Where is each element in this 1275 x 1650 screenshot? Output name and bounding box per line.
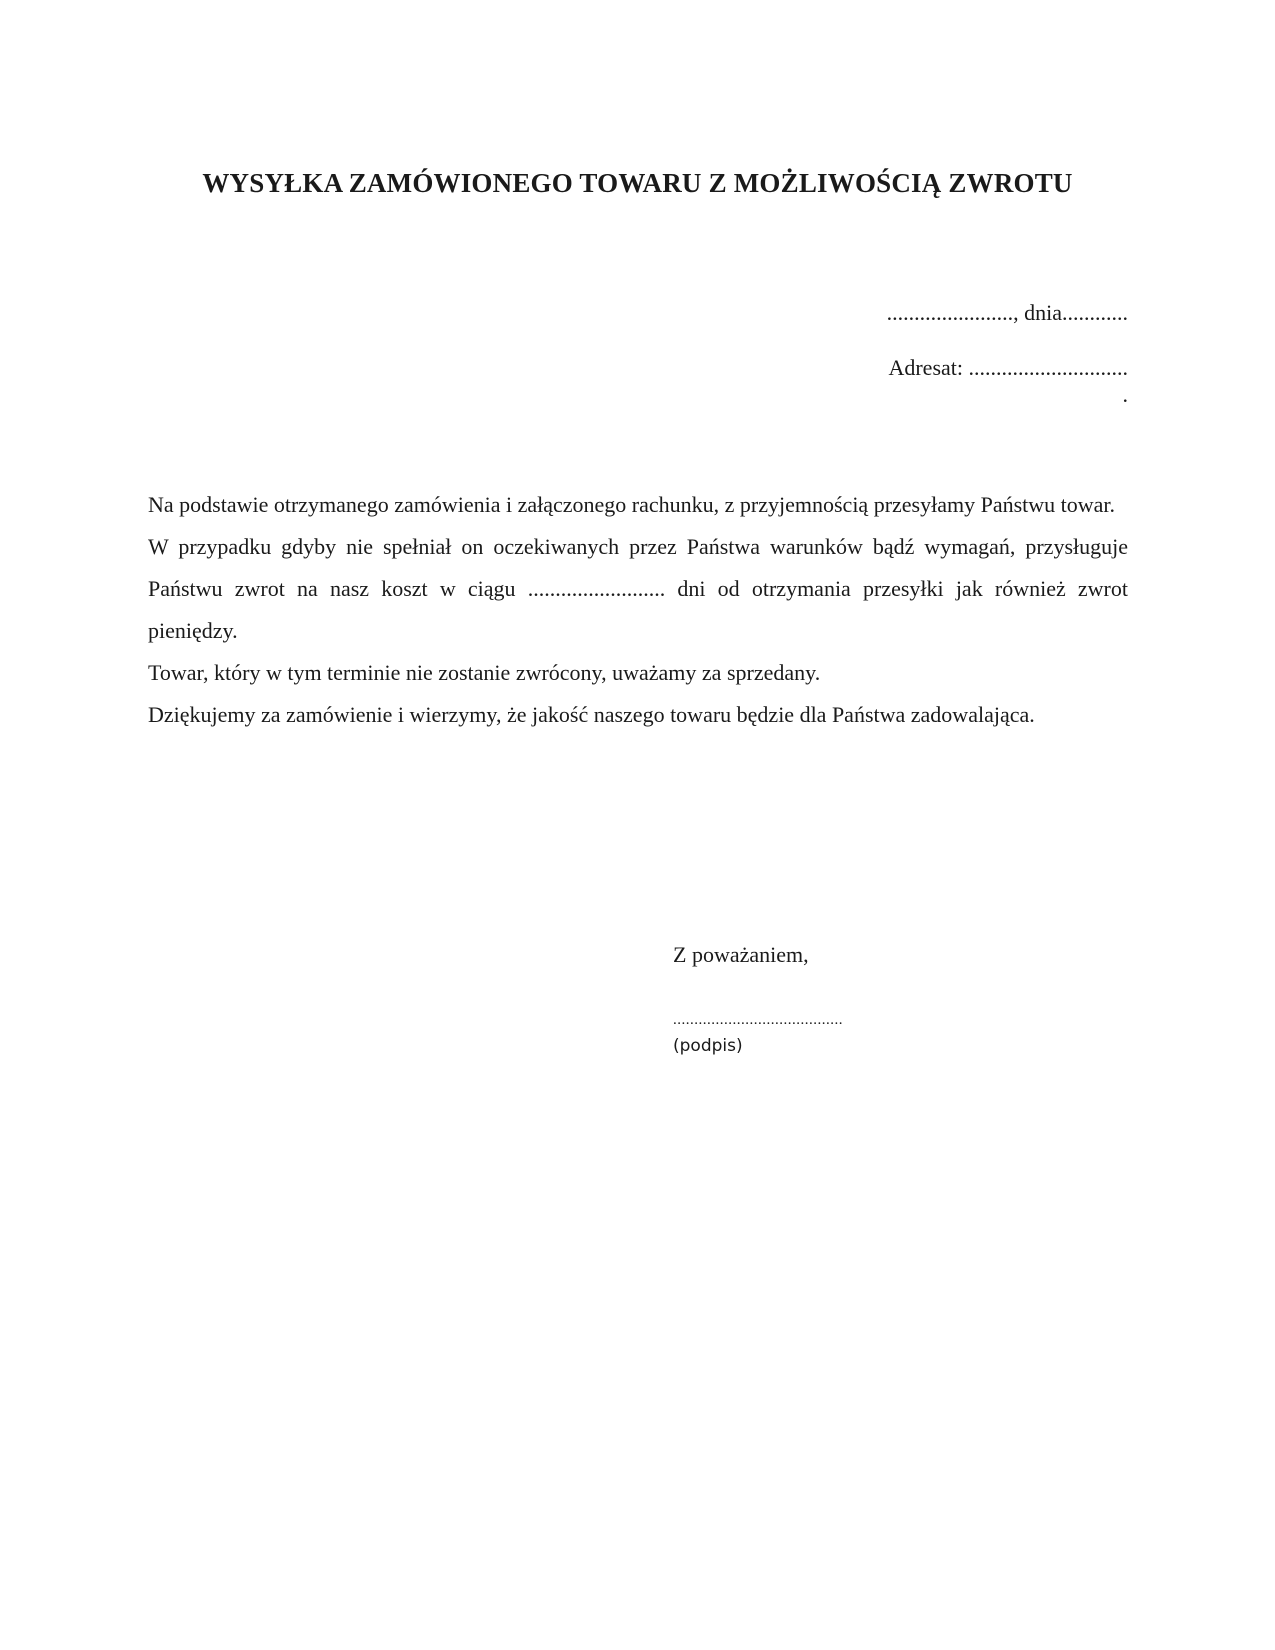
place-date-line: ......................., dnia............ — [886, 300, 1128, 325]
paragraph-shipment: Na podstawie otrzymanego zamówienia i załączonego rachunku, z przyjemnością przesyłamy Państwu towar. — [148, 492, 1116, 517]
addressee-continuation: . — [1122, 382, 1128, 407]
paragraph-return-policy: W przypadku gdyby nie spełniał on oczekiwanych przez Państwa warunków bądź wymagań, przysługuje Państwu zwrot na nasz koszt w ciągu ......................... dni od otrzymania przesyłki jak również zwrot pieniędzy. — [148, 534, 1128, 643]
signature-caption: (podpis) — [673, 1036, 743, 1056]
paragraph-thanks: Dziękujemy za zamówienie i wierzymy, że jakość naszego towaru będzie dla Państwa zadowalająca. — [148, 702, 1035, 727]
document-title: WYSYŁKA ZAMÓWIONEGO TOWARU Z MOŻLIWOŚCIĄ ZWROTU — [202, 168, 1073, 198]
letter-body — [148, 484, 1128, 736]
closing-salutation: Z poważaniem, — [673, 942, 809, 967]
signature-line: ........................................ — [673, 1012, 843, 1028]
paragraph-sold-terms: Towar, który w tym terminie nie zostanie zwrócony, uważamy za sprzedany. — [148, 660, 821, 685]
addressee-line: Adresat: ............................. — [888, 355, 1128, 380]
